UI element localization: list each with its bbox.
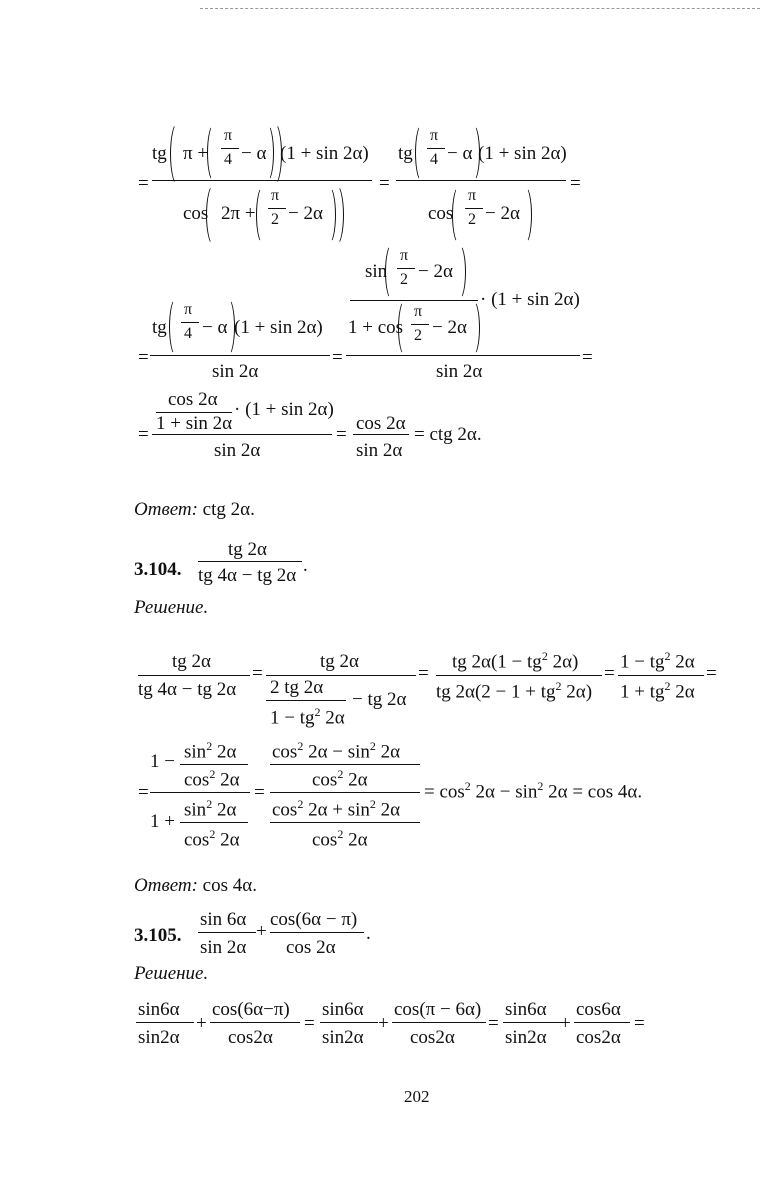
cos-square-text: $\cos^2 2\alpha$ bbox=[184, 827, 240, 851]
answer-label: Ответ: bbox=[134, 499, 198, 520]
denominator-text: sin2α bbox=[505, 1027, 547, 1048]
inner-numerator: 2 tg 2α bbox=[270, 677, 324, 698]
paren-left bbox=[206, 184, 222, 246]
denominator-text: tg 4α − tg 2α bbox=[138, 679, 237, 700]
plus-sign: + bbox=[378, 1013, 389, 1034]
two-digit: 2 bbox=[414, 327, 422, 344]
solution-label: Решение. bbox=[134, 963, 209, 984]
minus-two-alpha-text: − 2α bbox=[485, 203, 520, 224]
minus-two-alpha-text: − 2α bbox=[418, 261, 453, 282]
tg-text: tg bbox=[152, 317, 167, 338]
fraction-bar bbox=[180, 764, 248, 765]
equals-sign: = bbox=[254, 782, 265, 803]
fraction-bar bbox=[353, 434, 409, 435]
fraction-bar bbox=[221, 148, 239, 149]
fraction-bar bbox=[465, 208, 483, 209]
problem-numerator: cos(6α − π) bbox=[270, 909, 358, 930]
fraction-bar bbox=[270, 822, 420, 823]
fraction-bar bbox=[150, 792, 250, 793]
numerator-text: cos(6α−π) bbox=[212, 999, 290, 1020]
denominator-text: sin2α bbox=[322, 1027, 364, 1048]
minus-tg-text: − tg 2α bbox=[352, 689, 407, 710]
paren-left bbox=[207, 124, 221, 182]
sin-square-text: $\sin^2 2\alpha$ bbox=[184, 797, 237, 821]
fraction-bar bbox=[574, 1022, 630, 1023]
cos-text: cos bbox=[428, 203, 454, 224]
equals-sign: = bbox=[138, 347, 149, 368]
fraction-bar bbox=[436, 675, 602, 676]
paren-left bbox=[398, 300, 412, 356]
pi-symbol: π bbox=[414, 303, 423, 320]
denominator-text: cos2α bbox=[410, 1027, 455, 1048]
period: . bbox=[366, 923, 371, 944]
problem-numerator: tg 2α bbox=[228, 539, 267, 560]
pi-symbol: π bbox=[468, 187, 477, 204]
equals-sign: = bbox=[138, 173, 149, 194]
problem-denominator: sin 2α bbox=[200, 937, 247, 958]
numerator-text: tg 2α bbox=[172, 651, 211, 672]
fraction-bar bbox=[198, 561, 302, 562]
paren-left bbox=[385, 244, 399, 300]
fraction-bar bbox=[270, 932, 364, 933]
denominator-text: $\cos^2 2\alpha$ bbox=[312, 827, 368, 851]
four-digit: 4 bbox=[184, 325, 192, 342]
fraction-bar bbox=[210, 1022, 300, 1023]
tg-text: tg bbox=[398, 143, 413, 164]
pi-symbol: π bbox=[271, 187, 280, 204]
fraction-bar bbox=[136, 1022, 194, 1023]
paren-right bbox=[452, 244, 466, 300]
fraction-bar bbox=[427, 148, 445, 149]
fraction-bar bbox=[270, 764, 420, 765]
denominator-text: sin 2α bbox=[212, 361, 259, 382]
two-digit: 2 bbox=[271, 211, 279, 228]
factor-text: (1 + sin 2α) bbox=[234, 317, 323, 338]
paren-right bbox=[518, 186, 532, 244]
fraction-bar bbox=[346, 355, 580, 356]
equals-sign: = bbox=[252, 663, 263, 684]
result-text: = ctg 2α. bbox=[414, 424, 482, 445]
problem-numerator: sin 6α bbox=[200, 909, 247, 930]
answer-line bbox=[134, 876, 257, 895]
factor-text: · (1 + sin 2α) bbox=[234, 399, 334, 420]
fraction-bar bbox=[350, 300, 478, 301]
equals-sign: = bbox=[634, 1013, 645, 1034]
cos-text: cos bbox=[183, 203, 209, 224]
paren-right bbox=[466, 300, 480, 356]
plus-sign: + bbox=[256, 921, 267, 942]
pi-symbol: π bbox=[224, 127, 233, 144]
denominator-text: $1 + tg^2$ 2α bbox=[620, 679, 695, 703]
result-text: = $\cos^2 2\alpha - \sin^2 2\alpha = \cos 4\alpha$. bbox=[424, 779, 643, 803]
fraction-bar bbox=[181, 322, 199, 323]
numerator-text: sin6α bbox=[505, 999, 547, 1020]
answer-value: cos 4α. bbox=[202, 875, 257, 896]
numerator-text: $1 - tg^2$ 2α bbox=[620, 649, 695, 673]
paren-left bbox=[256, 186, 270, 244]
fraction-bar bbox=[180, 822, 248, 823]
denominator-text: 1 + sin 2α bbox=[156, 413, 233, 434]
fraction-bar bbox=[152, 434, 332, 435]
equals-sign: = bbox=[336, 424, 347, 445]
answer-value: ctg 2α. bbox=[202, 499, 255, 520]
solution-label: Решение. bbox=[134, 597, 209, 618]
equals-sign: = bbox=[488, 1013, 499, 1034]
fraction-bar bbox=[152, 180, 372, 181]
period: . bbox=[303, 555, 308, 576]
fraction-bar bbox=[270, 792, 420, 793]
fraction-bar bbox=[266, 700, 346, 701]
factor-text: (1 + sin 2α) bbox=[478, 143, 567, 164]
denominator-text: sin 2α bbox=[436, 361, 483, 382]
equals-sign: = bbox=[418, 663, 429, 684]
problem-denominator: cos 2α bbox=[286, 937, 336, 958]
numerator-text: cos(π − 6α) bbox=[394, 999, 482, 1020]
minus-alpha-text: − α bbox=[447, 143, 473, 164]
top-dashed-rule bbox=[200, 8, 760, 9]
pi-symbol: π bbox=[184, 301, 193, 318]
fraction-bar bbox=[320, 1022, 378, 1023]
equals-sign: = bbox=[138, 782, 149, 803]
paren-right bbox=[221, 298, 235, 356]
factor-text: (1 + sin 2α) bbox=[280, 143, 369, 164]
minus-alpha-text: − α bbox=[241, 143, 267, 164]
denominator-text: $\cos^2 2\alpha$ bbox=[312, 767, 368, 791]
fraction-bar bbox=[150, 355, 330, 356]
minus-alpha-text: − α bbox=[202, 317, 228, 338]
fraction-bar bbox=[411, 324, 429, 325]
equals-sign: = bbox=[138, 424, 149, 445]
sin-square-text: $\sin^2 2\alpha$ bbox=[184, 739, 237, 763]
equals-sign: = bbox=[332, 347, 343, 368]
denominator-text: tg $2\alpha(2 - 1 + tg^2$ 2α) bbox=[436, 679, 593, 703]
pi-plus-text: π + bbox=[183, 143, 209, 164]
numerator-text: $\cos^2 2\alpha + \sin^2 2\alpha$ bbox=[272, 797, 401, 821]
numerator-text: tg 2α bbox=[320, 651, 359, 672]
fraction-bar bbox=[138, 675, 250, 676]
plus-sign: + bbox=[560, 1013, 571, 1034]
two-digit: 2 bbox=[468, 211, 476, 228]
inner-denominator: $1 - tg^2$ 2α bbox=[270, 705, 345, 729]
one-plus-text: 1 + bbox=[150, 811, 175, 832]
denominator-text: cos2α bbox=[576, 1027, 621, 1048]
pi-symbol: π bbox=[430, 127, 439, 144]
minus-two-alpha-text: − 2α bbox=[432, 317, 467, 338]
one-minus-text: 1 − bbox=[150, 751, 175, 772]
problem-number: 3.105. bbox=[134, 925, 182, 946]
denominator-text: cos2α bbox=[228, 1027, 273, 1048]
problem-number: 3.104. bbox=[134, 559, 182, 580]
denominator-text: sin 2α bbox=[214, 440, 261, 461]
numerator-text: $\cos^2 2\alpha - \sin^2 2\alpha$ bbox=[272, 739, 401, 763]
fraction-bar bbox=[503, 1022, 561, 1023]
four-digit: 4 bbox=[430, 151, 438, 168]
equals-sign: = bbox=[570, 173, 581, 194]
denominator-text: sin2α bbox=[138, 1027, 180, 1048]
fraction-bar bbox=[618, 675, 704, 676]
answer-line bbox=[134, 500, 255, 519]
plus-sign: + bbox=[196, 1013, 207, 1034]
equals-sign: = bbox=[379, 173, 390, 194]
numerator-text: sin6α bbox=[138, 999, 180, 1020]
paren-left bbox=[452, 186, 466, 244]
fraction-bar bbox=[397, 268, 415, 269]
answer-label: Ответ: bbox=[134, 875, 198, 896]
fraction-bar bbox=[396, 180, 566, 181]
fraction-bar bbox=[198, 932, 256, 933]
numerator-text: cos6α bbox=[576, 999, 621, 1020]
two-pi-plus-text: 2π + bbox=[221, 203, 256, 224]
tg-text: tg bbox=[152, 143, 167, 164]
two-digit: 2 bbox=[400, 271, 408, 288]
one-plus-cos-text: 1 + cos bbox=[348, 317, 404, 338]
cos-square-text: $\cos^2 2\alpha$ bbox=[184, 767, 240, 791]
equals-sign: = bbox=[706, 663, 717, 684]
factor-text: · (1 + sin 2α) bbox=[480, 289, 580, 310]
fraction-bar bbox=[392, 1022, 486, 1023]
numerator-text: tg $2\alpha(1 - tg^2$ 2α) bbox=[452, 649, 579, 673]
problem-denominator: tg 4α − tg 2α bbox=[198, 565, 297, 586]
sin-text: sin bbox=[365, 261, 388, 282]
fraction-bar bbox=[268, 208, 286, 209]
paren-right bbox=[328, 184, 344, 246]
paren-left bbox=[415, 124, 429, 182]
minus-two-alpha-text: − 2α bbox=[288, 203, 323, 224]
pi-symbol: π bbox=[400, 247, 409, 264]
page-number: 202 bbox=[404, 1087, 430, 1106]
denominator-text: sin 2α bbox=[356, 440, 403, 461]
equals-sign: = bbox=[304, 1013, 315, 1034]
equals-sign: = bbox=[582, 347, 593, 368]
four-digit: 4 bbox=[224, 151, 232, 168]
numerator-text: cos 2α bbox=[356, 413, 406, 434]
numerator-text: sin6α bbox=[322, 999, 364, 1020]
numerator-text: cos 2α bbox=[168, 389, 218, 410]
equals-sign: = bbox=[604, 663, 615, 684]
paren-left bbox=[169, 298, 183, 356]
